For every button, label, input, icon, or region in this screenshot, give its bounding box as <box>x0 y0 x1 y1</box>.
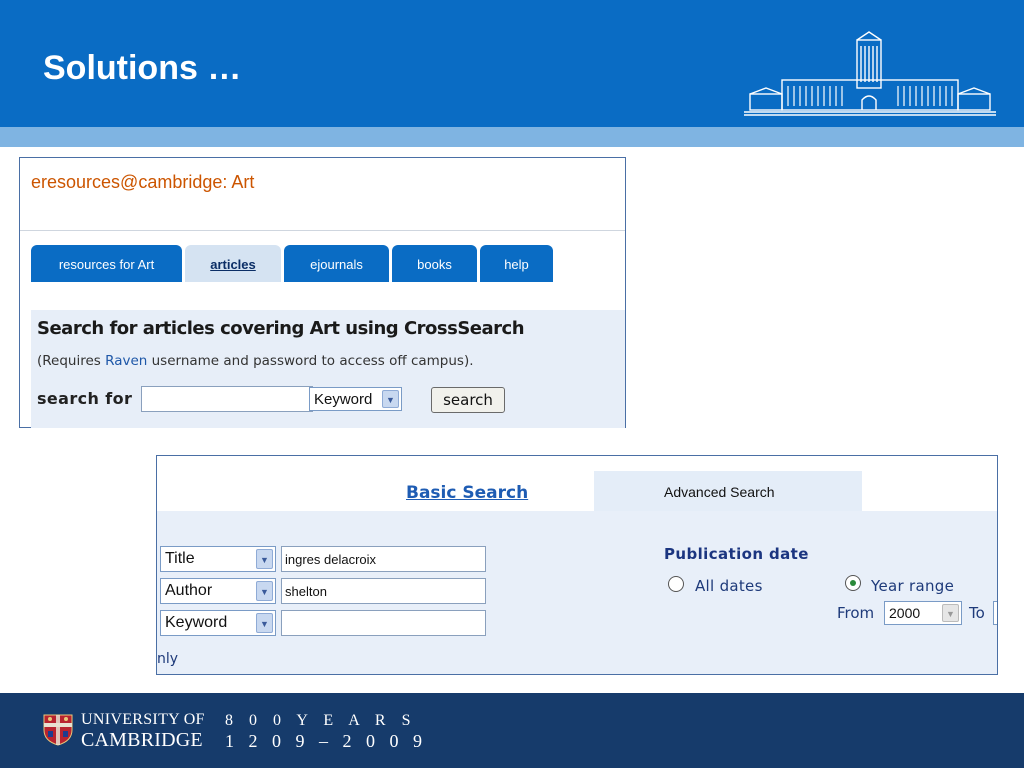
all-dates-label: All dates <box>695 577 763 595</box>
field-select-value: Author <box>165 582 213 599</box>
cambridge-text: CAMBRIDGE <box>81 729 203 751</box>
slide-footer <box>0 693 1024 768</box>
year-range-text: 1 2 0 9 – 2 0 0 9 <box>225 731 427 751</box>
university-of-text: UNIVERSITY OF <box>81 711 205 728</box>
access-note <box>37 353 474 369</box>
site-title: eresources@cambridge: Art <box>31 172 255 192</box>
slide-header <box>0 0 1024 127</box>
truncated-text: nly <box>157 651 179 667</box>
tab-help[interactable]: help <box>480 245 553 282</box>
year-range-label: Year range <box>871 577 955 595</box>
from-year-select[interactable] <box>884 601 962 625</box>
to-year-select[interactable] <box>993 601 998 625</box>
header-stripe <box>0 127 1024 147</box>
title-query-input[interactable] <box>281 546 486 572</box>
all-dates-radio[interactable] <box>668 576 684 592</box>
chevron-down-icon[interactable]: ▼ <box>382 390 399 408</box>
chevron-down-icon[interactable]: ▼ <box>942 604 959 622</box>
note-suffix: username and password to access off campus). <box>147 353 474 369</box>
year-range-radio[interactable] <box>845 575 861 591</box>
chevron-down-icon[interactable]: ▼ <box>256 549 273 569</box>
to-label: To <box>969 604 985 622</box>
search-type-select[interactable] <box>309 387 402 411</box>
years-text: 8 0 0 Y E A R S <box>225 712 417 729</box>
divider <box>20 230 625 231</box>
slide-title: Solutions … <box>43 49 242 87</box>
chevron-down-icon[interactable]: ▼ <box>256 581 273 601</box>
tab-advanced-search[interactable]: Advanced Search <box>594 471 862 512</box>
advanced-search-panel <box>156 455 998 675</box>
field-select-value: Keyword <box>165 614 228 631</box>
field-select-value: Title <box>165 550 195 567</box>
search-type-value: Keyword <box>314 391 373 408</box>
author-query-input[interactable] <box>281 578 486 604</box>
field-select-author[interactable] <box>160 578 276 604</box>
tab-books[interactable]: books <box>392 245 477 282</box>
tab-resources-for-art[interactable]: resources for Art <box>31 245 182 282</box>
search-button[interactable]: search <box>431 387 505 413</box>
publication-date-label: Publication date <box>664 545 809 563</box>
eresources-panel <box>19 157 626 428</box>
tab-basic-search[interactable]: Basic Search <box>406 483 529 503</box>
keyword-query-input[interactable] <box>281 610 486 636</box>
note-prefix: (Requires <box>37 353 106 369</box>
tab-articles[interactable]: articles <box>185 245 281 282</box>
crosssearch-heading: Search for articles covering Art using CrossSearch <box>37 318 525 339</box>
cambridge-building-icon <box>744 28 996 116</box>
raven-link[interactable]: Raven <box>105 353 148 369</box>
search-input[interactable] <box>141 386 313 412</box>
field-select-title[interactable] <box>160 546 276 572</box>
search-for-label: search for <box>37 389 133 408</box>
from-label: From <box>837 604 875 622</box>
field-select-keyword[interactable] <box>160 610 276 636</box>
cambridge-crest-icon <box>43 714 73 746</box>
from-year-value: 2000 <box>889 605 921 621</box>
chevron-down-icon[interactable]: ▼ <box>256 613 273 633</box>
tab-ejournals[interactable]: ejournals <box>284 245 389 282</box>
